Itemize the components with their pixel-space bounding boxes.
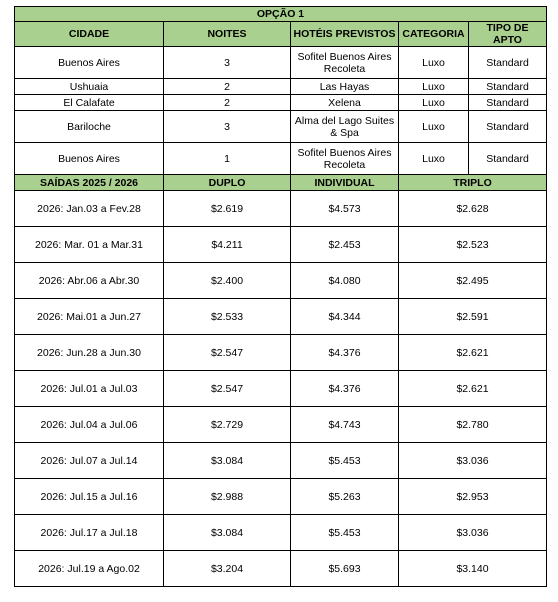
price-double: $2.400	[164, 263, 291, 299]
hotel-city: Buenos Aires	[15, 47, 164, 79]
hotel-row	[15, 143, 547, 175]
hotel-row	[15, 95, 547, 111]
option-title: OPÇÃO 1	[15, 7, 547, 22]
price-row	[15, 263, 547, 299]
hotel-name: Sofitel Buenos Aires Recoleta	[291, 47, 399, 79]
price-row	[15, 299, 547, 335]
price-triple: $2.780	[399, 407, 547, 443]
hotel-name: Xelena	[291, 95, 399, 111]
header-single: INDIVIDUAL	[291, 175, 399, 191]
price-period: 2026: Jul.19 a Ago.02	[15, 551, 164, 587]
price-row	[15, 515, 547, 551]
tour-table	[14, 6, 547, 587]
price-period: 2026: Jul.17 a Jul.18	[15, 515, 164, 551]
price-single: $2.453	[291, 227, 399, 263]
price-single: $4.344	[291, 299, 399, 335]
price-row	[15, 191, 547, 227]
price-double: $2.729	[164, 407, 291, 443]
title-row	[15, 7, 547, 22]
price-double: $2.619	[164, 191, 291, 227]
hotel-category: Luxo	[399, 47, 469, 79]
price-row	[15, 407, 547, 443]
hotel-apt-type: Standard	[469, 47, 547, 79]
price-triple: $2.495	[399, 263, 547, 299]
hotel-apt-type: Standard	[469, 95, 547, 111]
hotel-city: Ushuaia	[15, 79, 164, 95]
price-row	[15, 335, 547, 371]
price-single: $5.453	[291, 443, 399, 479]
price-row	[15, 371, 547, 407]
price-double: $3.084	[164, 515, 291, 551]
price-single: $5.453	[291, 515, 399, 551]
price-single: $4.573	[291, 191, 399, 227]
price-single: $5.693	[291, 551, 399, 587]
tour-table-body	[15, 7, 547, 587]
hotel-nights: 2	[164, 79, 291, 95]
price-period: 2026: Jan.03 a Fev.28	[15, 191, 164, 227]
header-nights: NOITES	[164, 22, 291, 47]
price-period: 2026: Jul.04 a Jul.06	[15, 407, 164, 443]
hotel-nights: 2	[164, 95, 291, 111]
hotel-apt-type: Standard	[469, 111, 547, 143]
price-double: $2.547	[164, 335, 291, 371]
price-period: 2026: Jun.28 a Jun.30	[15, 335, 164, 371]
hotel-name: Las Hayas	[291, 79, 399, 95]
price-triple: $2.591	[399, 299, 547, 335]
hotel-row	[15, 111, 547, 143]
hotel-category: Luxo	[399, 79, 469, 95]
price-triple: $2.523	[399, 227, 547, 263]
hotel-category: Luxo	[399, 143, 469, 175]
price-row	[15, 479, 547, 515]
hotel-name: Alma del Lago Suites & Spa	[291, 111, 399, 143]
hotel-row	[15, 79, 547, 95]
hotel-nights: 3	[164, 47, 291, 79]
hotel-name: Sofitel Buenos Aires Recoleta	[291, 143, 399, 175]
prices-header-row	[15, 175, 547, 191]
header-city: CIDADE	[15, 22, 164, 47]
hotel-category: Luxo	[399, 95, 469, 111]
pricing-sheet	[14, 6, 546, 587]
price-period: 2026: Mai.01 a Jun.27	[15, 299, 164, 335]
hotel-nights: 1	[164, 143, 291, 175]
price-double: $3.204	[164, 551, 291, 587]
price-row	[15, 227, 547, 263]
hotel-apt-type: Standard	[469, 79, 547, 95]
header-departures: SAÍDAS 2025 / 2026	[15, 175, 164, 191]
price-period: 2026: Jul.15 a Jul.16	[15, 479, 164, 515]
price-triple: $3.036	[399, 515, 547, 551]
price-single: $4.743	[291, 407, 399, 443]
header-double: DUPLO	[164, 175, 291, 191]
price-double: $2.988	[164, 479, 291, 515]
price-triple: $2.621	[399, 335, 547, 371]
hotels-header-row	[15, 22, 547, 47]
hotel-category: Luxo	[399, 111, 469, 143]
hotel-city: Bariloche	[15, 111, 164, 143]
price-triple: $2.953	[399, 479, 547, 515]
hotel-apt-type: Standard	[469, 143, 547, 175]
price-row	[15, 551, 547, 587]
header-hotels: HOTÉIS PREVISTOS	[291, 22, 399, 47]
price-triple: $2.621	[399, 371, 547, 407]
price-double: $4.211	[164, 227, 291, 263]
price-double: $3.084	[164, 443, 291, 479]
price-row	[15, 443, 547, 479]
price-period: 2026: Jul.07 a Jul.14	[15, 443, 164, 479]
header-triple: TRIPLO	[399, 175, 547, 191]
hotel-row	[15, 47, 547, 79]
hotel-nights: 3	[164, 111, 291, 143]
price-double: $2.533	[164, 299, 291, 335]
price-triple: $3.036	[399, 443, 547, 479]
price-period: 2026: Mar. 01 a Mar.31	[15, 227, 164, 263]
price-triple: $3.140	[399, 551, 547, 587]
price-triple: $2.628	[399, 191, 547, 227]
price-single: $4.376	[291, 335, 399, 371]
price-single: $5.263	[291, 479, 399, 515]
price-period: 2026: Jul.01 a Jul.03	[15, 371, 164, 407]
hotel-city: El Calafate	[15, 95, 164, 111]
price-period: 2026: Abr.06 a Abr.30	[15, 263, 164, 299]
header-apt-type: TIPO DE APTO	[469, 22, 547, 47]
price-double: $2.547	[164, 371, 291, 407]
price-single: $4.376	[291, 371, 399, 407]
hotel-city: Buenos Aires	[15, 143, 164, 175]
price-single: $4.080	[291, 263, 399, 299]
header-category: CATEGORIA	[399, 22, 469, 47]
